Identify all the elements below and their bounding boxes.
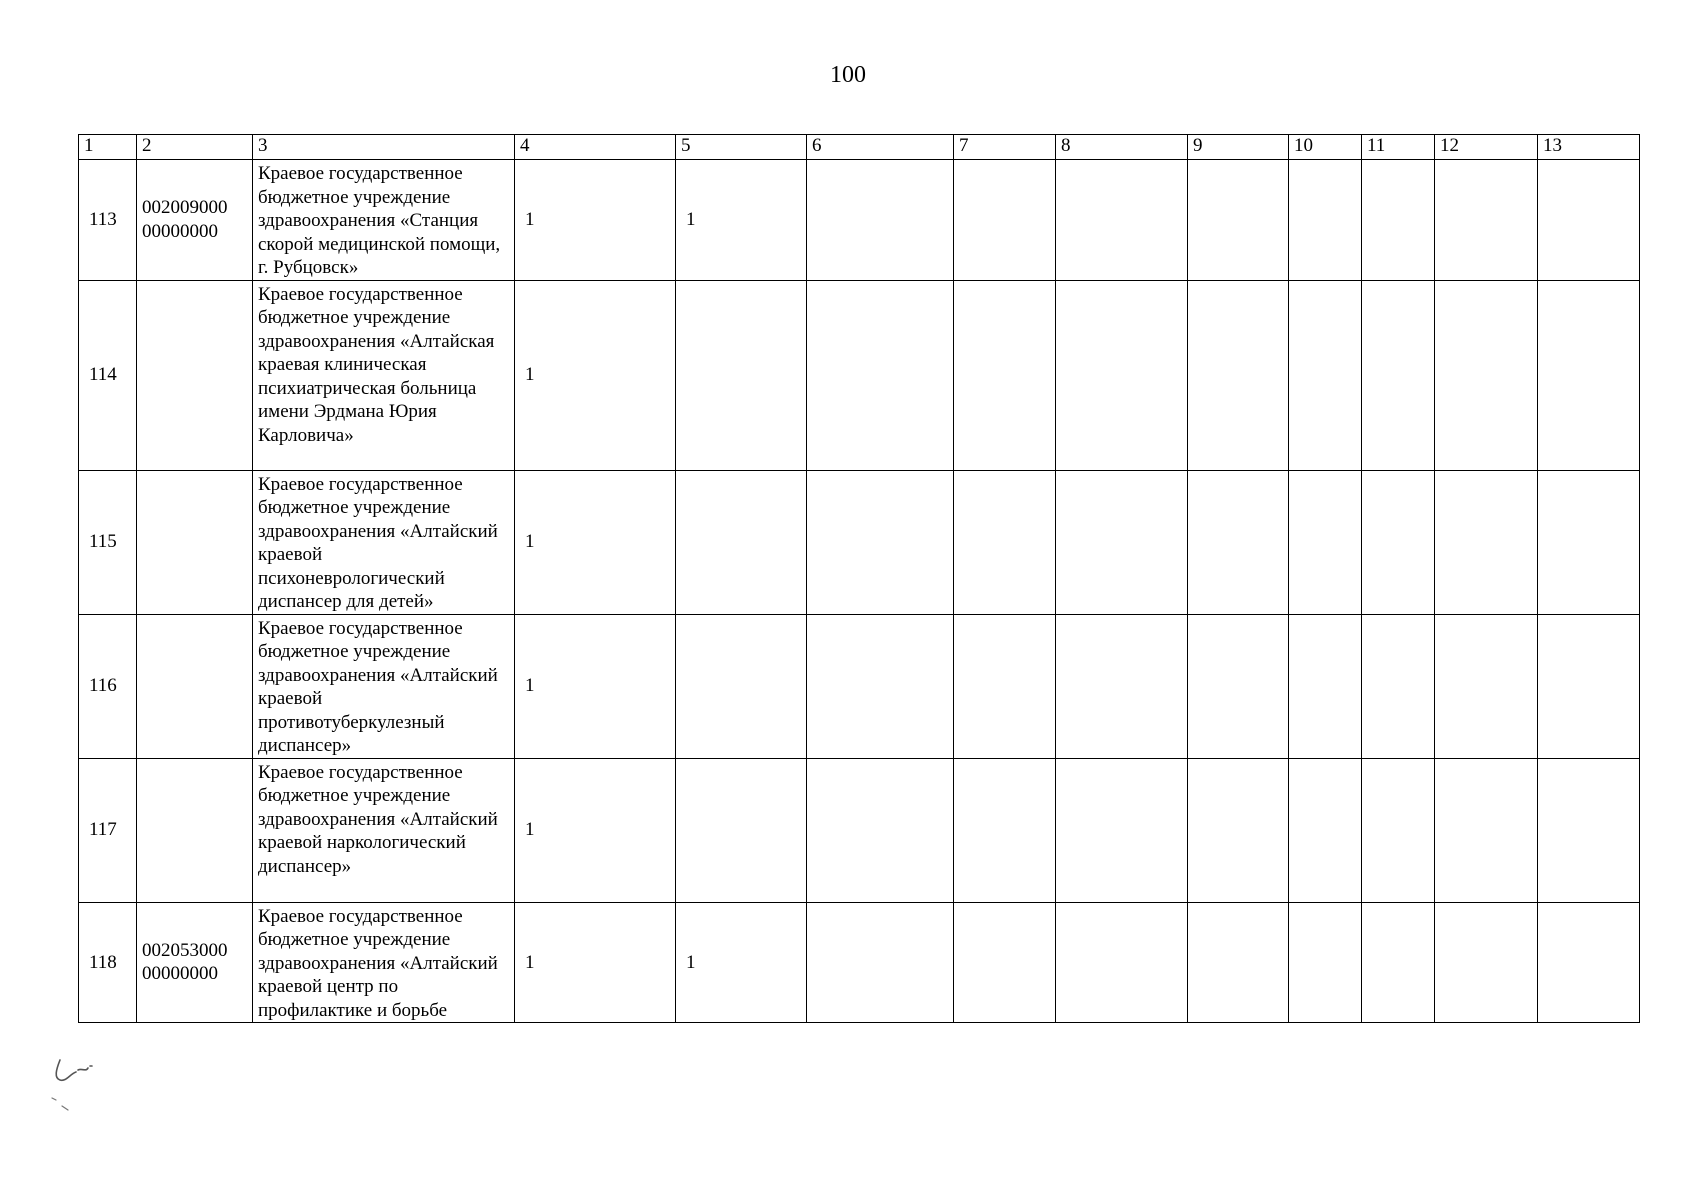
header-cell: 10 [1289,135,1362,160]
code-cell: 002009000 00000000 [137,160,253,281]
empty-cell [1188,614,1289,758]
header-cell: 7 [954,135,1056,160]
table-header-row [79,135,1640,160]
col4-cell: 1 [515,160,676,281]
empty-cell [1289,902,1362,1023]
row-number-cell: 114 [79,280,137,470]
empty-cell [1538,758,1640,902]
empty-cell [1056,280,1188,470]
empty-cell [1056,758,1188,902]
col4-cell: 1 [515,614,676,758]
organization-name-cell: Краевое государственное бюджетное учреждение здравоохранения «Алтайский краевой противотуберкулезный диспансер» [253,614,515,758]
organization-name-cell: Краевое государственное бюджетное учреждение здравоохранения «Станция скорой медицинской помощи, г. Рубцовск» [253,160,515,281]
table-row [79,160,1640,281]
col4-cell: 1 [515,902,676,1023]
header-cell: 1 [79,135,137,160]
empty-cell [954,160,1056,281]
empty-cell [1362,470,1435,614]
empty-cell [1289,470,1362,614]
header-cell: 4 [515,135,676,160]
empty-cell [1538,470,1640,614]
header-cell: 12 [1435,135,1538,160]
empty-cell [1056,470,1188,614]
empty-cell [1362,280,1435,470]
row-number-cell: 113 [79,160,137,281]
empty-cell [1289,280,1362,470]
empty-cell [954,614,1056,758]
empty-cell [1435,758,1538,902]
organization-name-cell: Краевое государственное бюджетное учреждение здравоохранения «Алтайский краевой психоневрологический диспансер для детей» [253,470,515,614]
empty-cell [954,280,1056,470]
table-row [79,902,1640,1023]
document-table [78,134,1640,1023]
empty-cell [807,470,954,614]
empty-cell [1538,160,1640,281]
empty-cell [1056,160,1188,281]
organization-name-cell: Краевое государственное бюджетное учреждение здравоохранения «Алтайский краевой центр по профилактике и борьбе [253,902,515,1023]
row-number-cell: 117 [79,758,137,902]
col5-cell: 1 [676,160,807,281]
table-row [79,470,1640,614]
organization-name-cell: Краевое государственное бюджетное учреждение здравоохранения «Алтайский краевой наркологический диспансер» [253,758,515,902]
row-number-cell: 118 [79,902,137,1023]
empty-cell [1188,280,1289,470]
code-cell [137,614,253,758]
header-cell: 3 [253,135,515,160]
code-cell: 002053000 00000000 [137,902,253,1023]
empty-cell [1056,614,1188,758]
empty-cell [1188,758,1289,902]
code-cell [137,280,253,470]
empty-cell [1289,614,1362,758]
empty-cell [807,758,954,902]
header-cell: 11 [1362,135,1435,160]
empty-cell [1435,902,1538,1023]
table-row [79,758,1640,902]
col5-cell [676,470,807,614]
empty-cell [1289,160,1362,281]
empty-cell [954,758,1056,902]
header-cell: 13 [1538,135,1640,160]
empty-cell [1435,470,1538,614]
empty-cell [954,470,1056,614]
header-cell: 6 [807,135,954,160]
header-cell: 2 [137,135,253,160]
header-cell: 9 [1188,135,1289,160]
empty-cell [807,160,954,281]
empty-cell [1362,614,1435,758]
header-cell: 5 [676,135,807,160]
row-number-cell: 115 [79,470,137,614]
row-number-cell: 116 [79,614,137,758]
empty-cell [1362,758,1435,902]
code-cell [137,470,253,614]
empty-cell [1188,470,1289,614]
empty-cell [1188,902,1289,1023]
col4-cell: 1 [515,280,676,470]
empty-cell [1435,160,1538,281]
empty-cell [807,280,954,470]
empty-cell [1538,902,1640,1023]
code-cell [137,758,253,902]
empty-cell [1289,758,1362,902]
handwritten-signature-mark [48,1048,118,1118]
organization-name-cell: Краевое государственное бюджетное учреждение здравоохранения «Алтайская краевая клиническая психиатрическая больница имени Эрдмана Юрия Карловича» [253,280,515,470]
col5-cell [676,614,807,758]
table-row [79,280,1640,470]
empty-cell [1435,614,1538,758]
page-number: 100 [830,62,866,88]
empty-cell [954,902,1056,1023]
empty-cell [1362,160,1435,281]
empty-cell [807,902,954,1023]
table-row [79,614,1640,758]
empty-cell [1188,160,1289,281]
empty-cell [1538,614,1640,758]
col5-cell [676,758,807,902]
col4-cell: 1 [515,758,676,902]
col4-cell: 1 [515,470,676,614]
empty-cell [1538,280,1640,470]
empty-cell [1056,902,1188,1023]
empty-cell [1362,902,1435,1023]
empty-cell [1435,280,1538,470]
empty-cell [807,614,954,758]
header-cell: 8 [1056,135,1188,160]
col5-cell [676,280,807,470]
col5-cell: 1 [676,902,807,1023]
